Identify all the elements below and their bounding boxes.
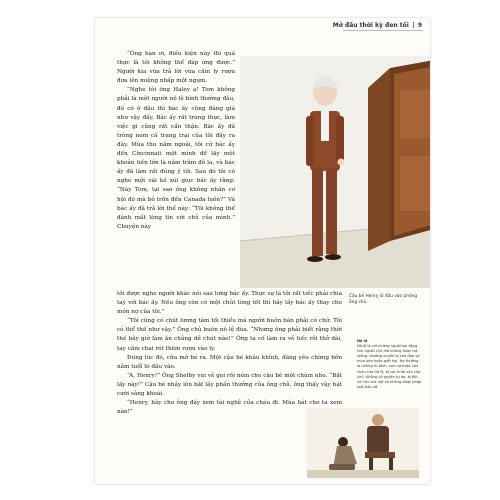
- paragraph: “Tôi cũng có chút lương tâm tối thiểu mà người buôn bán phải có chứ. Tôi có thể thế như vậy.” Ông chủ buôn nô lệ đùa. “Nhưng ông phải biết rằng thời thế bây giờ làm ăn chẳng dễ chút nào!” Ông ta cố làm ra vẻ tiếc rồi thở dài, tay cầm chai rót thêm rượu vào ly.: [117, 318, 342, 352]
- paragraph: tôi được nghe người khác nói sau lưng bác ấy. Thực sự là tôi rất tiếc phải chia tay với bác ấy. Nếu ông còn có một chút lòng tốt thì hãy lấy bác ấy thay cho món nợ của tôi.”: [117, 291, 342, 316]
- note-body: Nô lệ là chỉ những người lao động cho người chủ mà không được trả lương, thường xuyên bị chà đạp và mua bán hoặc giết hại. Họ thường là những tù binh, con nợ hoặc con cháu của nô lệ, bị coi là tài sản của chủ. Không có quyền tự do, bị đối xử như súc vật và không được pháp luật bảo vệ.: [357, 344, 422, 389]
- note-title: Nô lệ: [357, 339, 368, 343]
- paragraph: “Nghe tôi ông Haley ạ! Tom không phải là một người nô lệ bình thường đâu, đó có ở đâu thì bác ấy cũng đáng giá như vậy đấy. Bác ấy rất trung thực, làm việc gì cũng rất cẩn thận. Bác ấy đã trông nom cả trang trại của tôi đấy ra đây. Mùa thu năm ngoái, tôi cử bác ấy đến Cincinnati một mình để lấy một khoản tiền lớn là năm trăm đô la, và bác ấy đã làm rất đúng ý tôi. Sau đó tôi có nghe một vài kẻ xúi giục bác ấy rằng: “Này Tom, tại sao ông không nhân cơ hội đó mà bỏ trốn đến Canada luôn?” Và bác ấy đã trả lời thế này: “Tôi không thể đánh mất lòng tin với chủ của mình.” Chuyện này: [117, 87, 235, 230]
- header-separator: [413, 22, 414, 28]
- paragraph: Đúng lúc đó, cửa mở hé ra. Một cậu bé khâu khỉnh, đáng yêu chừng bốn năm tuổi ló đầu vào.: [117, 354, 342, 370]
- page-number: 9: [417, 22, 422, 29]
- text-column-top: [117, 50, 235, 232]
- sidebar-note: [357, 339, 422, 390]
- book-page: [95, 18, 430, 484]
- page-header: [333, 22, 422, 29]
- header-rule: [343, 30, 423, 31]
- text-column-bottom: [117, 290, 342, 417]
- illustration-caption: Cậu bé Henry ló đầu vào phòng ông chủ.: [349, 294, 418, 305]
- man-and-door-illustration: [240, 56, 430, 288]
- paragraph: “A, Henry!” Ông Shelby vui vẻ gọi rồi ném cho cậu bé một chùm nho. “Bắt lấy này!” Cậu bé nhảy lên bắt lấy phần thưởng của ông chủ, ông thấy vậy bật cười sảng khoái.: [117, 372, 342, 398]
- paragraph: “Ông bạn ơi, điều kiện này thì quá thực là tôi không thể đáp ứng được.” Người kia vừa trả lời vừa cầm ly rượu đưa lên miệng nhấp một ngụm.: [117, 51, 235, 85]
- paragraph: “Henry, hãy cho ông đây xem tài nghệ của cháu đi. Múa hát cho ta xem nào!”: [117, 400, 342, 416]
- chapter-title: Mở đầu thời kỳ đen tối: [332, 22, 409, 29]
- slave-kneeling-illustration: [307, 408, 419, 478]
